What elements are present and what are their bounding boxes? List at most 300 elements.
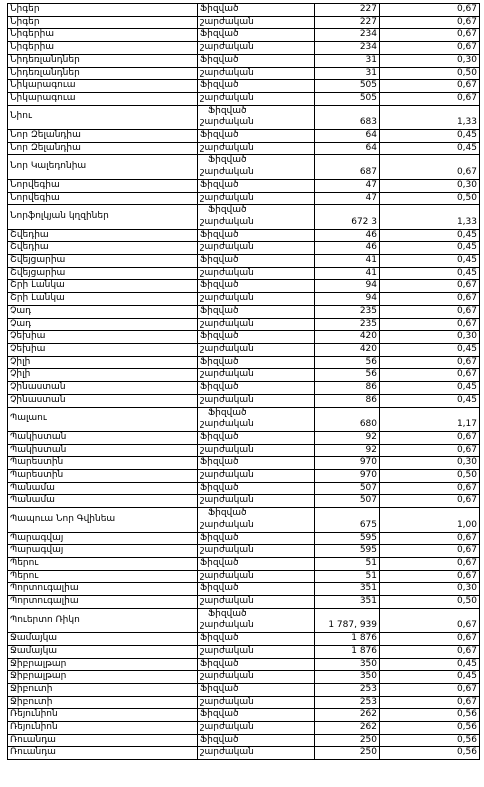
table-row xyxy=(8,482,480,495)
country-cell: Նիկարագուա xyxy=(8,92,198,105)
connection-type-cell xyxy=(198,369,315,382)
connection-type-label: Ֆիզված xyxy=(208,508,247,519)
country-cell: Չիլի xyxy=(8,369,198,382)
country-cell: Պանամա xyxy=(8,495,198,508)
code-cell: 235 xyxy=(315,305,380,318)
rate-cell: 0,30 xyxy=(380,179,480,192)
connection-type-label: շարժական xyxy=(200,671,254,682)
connection-type-label: Ֆիզված xyxy=(208,205,247,216)
table-row xyxy=(8,495,480,508)
table-row xyxy=(8,583,480,596)
table-row xyxy=(8,80,480,93)
rate-cell: 0,45 xyxy=(380,255,480,268)
connection-type-cell xyxy=(198,722,315,735)
connection-type-cell xyxy=(198,229,315,242)
connection-type-cell xyxy=(198,444,315,457)
table-row xyxy=(8,545,480,558)
connection-type-label: Ֆիզված xyxy=(208,608,247,619)
connection-type-cell xyxy=(198,293,315,306)
country-cell: Պարեստին xyxy=(8,457,198,470)
code-cell: 683 xyxy=(315,105,380,129)
table-row xyxy=(8,608,480,632)
code-cell: 595 xyxy=(315,532,380,545)
country-cell: Ռեյունիոն xyxy=(8,709,198,722)
country-cell: Նիգերիա xyxy=(8,29,198,42)
code-cell: 507 xyxy=(315,482,380,495)
rate-cell: 0,67 xyxy=(380,356,480,369)
rate-cell: 0,67 xyxy=(380,42,480,55)
country-cell: Նիկարագուա xyxy=(8,80,198,93)
connection-type-label: Ֆիզված xyxy=(200,431,239,442)
rate-cell: 0,67 xyxy=(380,696,480,709)
connection-type-label: Ֆիզված xyxy=(200,255,239,266)
code-cell: 351 xyxy=(315,583,380,596)
code-cell: 505 xyxy=(315,92,380,105)
country-cell: Նիգեր xyxy=(8,16,198,29)
connection-type-cell xyxy=(198,4,315,17)
connection-type-cell xyxy=(198,331,315,344)
code-cell: 31 xyxy=(315,54,380,67)
table-row xyxy=(8,570,480,583)
code-cell: 41 xyxy=(315,267,380,280)
connection-type-label: շարժական xyxy=(200,444,254,455)
table-row xyxy=(8,179,480,192)
connection-type-label: շարժական xyxy=(200,495,254,506)
table-row xyxy=(8,645,480,658)
rate-cell: 0,45 xyxy=(380,658,480,671)
connection-type-label: շարժական xyxy=(200,192,254,203)
code-cell: 1 876 xyxy=(315,633,380,646)
rate-cell: 0,30 xyxy=(380,583,480,596)
connection-type-label: շարժական xyxy=(200,570,254,581)
connection-type-label: Ֆիզված xyxy=(200,179,239,190)
table-row xyxy=(8,356,480,369)
connection-type-label: շարժական xyxy=(200,92,254,103)
table-row xyxy=(8,557,480,570)
table-row xyxy=(8,4,480,17)
country-cell: Շրի Լանկա xyxy=(8,280,198,293)
country-cell: Պարեստին xyxy=(8,470,198,483)
code-cell: 350 xyxy=(315,671,380,684)
country-cell: Նիդեռլանդներ xyxy=(8,54,198,67)
rate-cell: 0,67 xyxy=(380,29,480,42)
code-cell: 253 xyxy=(315,696,380,709)
rate-cell: 0,67 xyxy=(380,318,480,331)
connection-type-label: շարժական xyxy=(200,747,254,758)
connection-type-cell xyxy=(198,54,315,67)
connection-type-cell xyxy=(198,205,315,229)
table-row xyxy=(8,596,480,609)
country-cell: Չադ xyxy=(8,305,198,318)
code-cell: 46 xyxy=(315,229,380,242)
connection-type-cell xyxy=(198,671,315,684)
connection-type-cell xyxy=(198,532,315,545)
connection-type-label: Ֆիզված xyxy=(200,658,239,669)
connection-type-label: Ֆիզված xyxy=(200,80,239,91)
rate-cell: 1,33 xyxy=(380,105,480,129)
table-row xyxy=(8,671,480,684)
connection-type-label: շարժական xyxy=(200,596,254,607)
rate-cell: 1,17 xyxy=(380,407,480,431)
rate-cell: 0,30 xyxy=(380,54,480,67)
table-row xyxy=(8,229,480,242)
connection-type-label: շարժական xyxy=(200,545,254,556)
rate-cell: 0,67 xyxy=(380,557,480,570)
table-row xyxy=(8,532,480,545)
table-row xyxy=(8,42,480,55)
code-cell: 420 xyxy=(315,343,380,356)
connection-type-cell xyxy=(198,382,315,395)
connection-type-cell xyxy=(198,570,315,583)
code-cell: 227 xyxy=(315,4,380,17)
connection-type-cell xyxy=(198,683,315,696)
connection-type-cell xyxy=(198,658,315,671)
connection-type-cell xyxy=(198,318,315,331)
code-cell: 262 xyxy=(315,722,380,735)
country-cell: Նոր Կալեդոնիա xyxy=(8,155,198,179)
code-cell: 51 xyxy=(315,557,380,570)
country-cell: Պանամա xyxy=(8,482,198,495)
code-cell: 253 xyxy=(315,683,380,696)
connection-type-cell xyxy=(198,142,315,155)
country-cell: Պարագվայ xyxy=(8,532,198,545)
connection-type-label: Ֆիզված xyxy=(200,532,239,543)
country-cell: Պակիստան xyxy=(8,431,198,444)
connection-type-cell xyxy=(198,130,315,143)
connection-type-label: Ֆիզված xyxy=(200,29,239,40)
code-cell: 47 xyxy=(315,179,380,192)
connection-type-label: շարժական xyxy=(200,696,254,707)
table-row xyxy=(8,683,480,696)
rate-cell: 1,33 xyxy=(380,205,480,229)
rate-cell: 0,67 xyxy=(380,570,480,583)
rate-cell: 0,67 xyxy=(380,155,480,179)
connection-type-cell xyxy=(198,747,315,760)
rate-cell: 0,45 xyxy=(380,229,480,242)
connection-type-label: Ֆիզված xyxy=(200,457,239,468)
connection-type-label: շարժական xyxy=(200,419,254,430)
connection-type-cell xyxy=(198,557,315,570)
connection-type-label: Ֆիզված xyxy=(200,305,239,316)
connection-type-cell xyxy=(198,155,315,179)
rate-cell: 0,67 xyxy=(380,633,480,646)
code-cell: 680 xyxy=(315,407,380,431)
connection-type-label: շարժական xyxy=(200,216,254,227)
country-cell: Պուերտո Ռիկո xyxy=(8,608,198,632)
connection-type-cell xyxy=(198,508,315,532)
table-row xyxy=(8,696,480,709)
country-cell: Ռուանդա xyxy=(8,747,198,760)
connection-type-cell xyxy=(198,42,315,55)
table-row xyxy=(8,192,480,205)
table-row xyxy=(8,722,480,735)
table-row xyxy=(8,29,480,42)
rate-cell: 0,45 xyxy=(380,343,480,356)
connection-type-label: Ֆիզված xyxy=(200,356,239,367)
country-cell: Նորվեգիա xyxy=(8,192,198,205)
rate-cell: 1,00 xyxy=(380,508,480,532)
country-cell: Պերու xyxy=(8,557,198,570)
table-row xyxy=(8,255,480,268)
table-row xyxy=(8,205,480,229)
connection-type-cell xyxy=(198,482,315,495)
table-row xyxy=(8,747,480,760)
country-cell: Ջիբրալթար xyxy=(8,658,198,671)
tariff-table-container xyxy=(7,3,480,760)
code-cell: 92 xyxy=(315,431,380,444)
connection-type-cell xyxy=(198,407,315,431)
connection-type-cell xyxy=(198,431,315,444)
rate-cell: 0,45 xyxy=(380,242,480,255)
country-cell: Չիլի xyxy=(8,356,198,369)
code-cell: 86 xyxy=(315,382,380,395)
connection-type-cell xyxy=(198,16,315,29)
code-cell: 94 xyxy=(315,280,380,293)
connection-type-label: շարժական xyxy=(200,645,254,656)
country-cell: Նիու xyxy=(8,105,198,129)
country-cell: Նիդեռլանդներ xyxy=(8,67,198,80)
rate-cell: 0,67 xyxy=(380,444,480,457)
rate-cell: 0,67 xyxy=(380,608,480,632)
code-cell: 250 xyxy=(315,734,380,747)
code-cell: 1 787, 939 xyxy=(315,608,380,632)
table-row xyxy=(8,67,480,80)
code-cell: 51 xyxy=(315,570,380,583)
connection-type-label: Ֆիզված xyxy=(200,331,239,342)
rate-cell: 0,67 xyxy=(380,645,480,658)
code-cell: 420 xyxy=(315,331,380,344)
rate-cell: 0,56 xyxy=(380,747,480,760)
country-cell: Շվեդիա xyxy=(8,229,198,242)
connection-type-cell xyxy=(198,457,315,470)
country-cell: Ջամայկա xyxy=(8,645,198,658)
code-cell: 46 xyxy=(315,242,380,255)
connection-type-label: Ֆիզված xyxy=(200,734,239,745)
connection-type-cell xyxy=(198,645,315,658)
connection-type-label: շարժական xyxy=(200,343,254,354)
rate-cell: 0,67 xyxy=(380,532,480,545)
table-row xyxy=(8,734,480,747)
rate-cell: 0,67 xyxy=(380,482,480,495)
table-row xyxy=(8,155,480,179)
country-cell: Չինաստան xyxy=(8,394,198,407)
rate-cell: 0,56 xyxy=(380,722,480,735)
connection-type-cell xyxy=(198,709,315,722)
connection-type-cell xyxy=(198,192,315,205)
connection-type-label: Ֆիզված xyxy=(200,4,239,14)
rate-cell: 0,50 xyxy=(380,596,480,609)
connection-type-label: շարժական xyxy=(200,67,254,78)
connection-type-cell xyxy=(198,495,315,508)
table-row xyxy=(8,709,480,722)
code-cell: 507 xyxy=(315,495,380,508)
connection-type-cell xyxy=(198,92,315,105)
connection-type-cell xyxy=(198,696,315,709)
country-cell: Ռեյունիոն xyxy=(8,722,198,735)
table-row xyxy=(8,293,480,306)
rate-cell: 0,45 xyxy=(380,130,480,143)
table-row xyxy=(8,444,480,457)
rate-cell: 0,67 xyxy=(380,369,480,382)
connection-type-cell xyxy=(198,356,315,369)
country-cell: Շվեյցարիա xyxy=(8,255,198,268)
code-cell: 234 xyxy=(315,29,380,42)
code-cell: 64 xyxy=(315,130,380,143)
connection-type-cell xyxy=(198,67,315,80)
rate-cell: 0,30 xyxy=(380,457,480,470)
country-cell: Ջամայկա xyxy=(8,633,198,646)
connection-type-cell xyxy=(198,280,315,293)
table-row xyxy=(8,267,480,280)
table-row xyxy=(8,633,480,646)
connection-type-label: Ֆիզված xyxy=(200,633,239,644)
table-row xyxy=(8,305,480,318)
connection-type-label: շարժական xyxy=(200,722,254,733)
table-row xyxy=(8,431,480,444)
country-cell: Շրի Լանկա xyxy=(8,293,198,306)
connection-type-cell xyxy=(198,470,315,483)
country-cell: Շվեյցարիա xyxy=(8,267,198,280)
table-row xyxy=(8,130,480,143)
connection-type-cell xyxy=(198,343,315,356)
country-cell: Ջիբուտի xyxy=(8,683,198,696)
code-cell: 31 xyxy=(315,67,380,80)
connection-type-label: շարժական xyxy=(200,117,254,128)
code-cell: 970 xyxy=(315,457,380,470)
connection-type-label: Ֆիզված xyxy=(200,130,239,141)
connection-type-label: շարժական xyxy=(200,470,254,481)
code-cell: 94 xyxy=(315,293,380,306)
country-cell: Նոր Զելանդիա xyxy=(8,142,198,155)
code-cell: 1 876 xyxy=(315,645,380,658)
connection-type-label: շարժական xyxy=(200,242,254,253)
table-row xyxy=(8,407,480,431)
country-cell: Ջիբրալթար xyxy=(8,671,198,684)
table-row xyxy=(8,280,480,293)
connection-type-label: շարժական xyxy=(200,394,254,405)
code-cell: 505 xyxy=(315,80,380,93)
connection-type-cell xyxy=(198,545,315,558)
connection-type-cell xyxy=(198,267,315,280)
rate-cell: 0,45 xyxy=(380,671,480,684)
connection-type-label: Ֆիզված xyxy=(200,229,239,240)
country-cell: Պակիստան xyxy=(8,444,198,457)
connection-type-label: շարժական xyxy=(200,167,254,178)
table-row xyxy=(8,318,480,331)
rate-cell: 0,67 xyxy=(380,280,480,293)
table-row xyxy=(8,382,480,395)
rate-cell: 0,67 xyxy=(380,545,480,558)
connection-type-cell xyxy=(198,394,315,407)
country-cell: Պալաու xyxy=(8,407,198,431)
country-cell: Ռուանդա xyxy=(8,734,198,747)
country-cell: Նորվեգիա xyxy=(8,179,198,192)
table-row xyxy=(8,394,480,407)
table-row xyxy=(8,343,480,356)
rate-cell: 0,67 xyxy=(380,80,480,93)
code-cell: 56 xyxy=(315,369,380,382)
tariff-table-body xyxy=(8,4,480,760)
connection-type-label: Ֆիզված xyxy=(200,557,239,568)
rate-cell: 0,45 xyxy=(380,394,480,407)
connection-type-label: շարժական xyxy=(200,267,254,278)
country-cell: Պարագվայ xyxy=(8,545,198,558)
code-cell: 262 xyxy=(315,709,380,722)
code-cell: 350 xyxy=(315,658,380,671)
rate-cell: 0,30 xyxy=(380,331,480,344)
rate-cell: 0,67 xyxy=(380,683,480,696)
country-cell: Նիգերիա xyxy=(8,42,198,55)
table-row xyxy=(8,470,480,483)
table-row xyxy=(8,16,480,29)
country-cell: Չադ xyxy=(8,318,198,331)
country-cell: Նորֆոլկյան կղզիներ xyxy=(8,205,198,229)
code-cell: 351 xyxy=(315,596,380,609)
connection-type-label: Ֆիզված xyxy=(200,709,239,720)
code-cell: 234 xyxy=(315,42,380,55)
connection-type-label: շարժական xyxy=(200,369,254,380)
rate-cell: 0,67 xyxy=(380,4,480,17)
table-row xyxy=(8,658,480,671)
connection-type-cell xyxy=(198,608,315,632)
rate-cell: 0,56 xyxy=(380,734,480,747)
rate-cell: 0,67 xyxy=(380,431,480,444)
connection-type-cell xyxy=(198,305,315,318)
code-cell: 687 xyxy=(315,155,380,179)
table-row xyxy=(8,331,480,344)
connection-type-cell xyxy=(198,596,315,609)
connection-type-label: Ֆիզված xyxy=(200,54,239,65)
table-row xyxy=(8,92,480,105)
connection-type-label: Ֆիզված xyxy=(200,583,239,594)
code-cell: 56 xyxy=(315,356,380,369)
table-row xyxy=(8,508,480,532)
connection-type-label: շարժական xyxy=(200,16,254,27)
connection-type-cell xyxy=(198,583,315,596)
connection-type-label: շարժական xyxy=(200,318,254,329)
connection-type-label: շարժական xyxy=(200,293,254,304)
rate-cell: 0,50 xyxy=(380,67,480,80)
code-cell: 675 xyxy=(315,508,380,532)
country-cell: Պերու xyxy=(8,570,198,583)
connection-type-label: շարժական xyxy=(200,42,254,53)
rate-cell: 0,56 xyxy=(380,709,480,722)
code-cell: 227 xyxy=(315,16,380,29)
tariff-table xyxy=(7,3,480,760)
code-cell: 47 xyxy=(315,192,380,205)
connection-type-label: Ֆիզված xyxy=(208,105,247,116)
connection-type-cell xyxy=(198,179,315,192)
connection-type-cell xyxy=(198,633,315,646)
table-row xyxy=(8,142,480,155)
country-cell: Պորտուգալիա xyxy=(8,583,198,596)
code-cell: 250 xyxy=(315,747,380,760)
country-cell: Չեխիա xyxy=(8,343,198,356)
rate-cell: 0,67 xyxy=(380,305,480,318)
connection-type-cell xyxy=(198,105,315,129)
connection-type-label: շարժական xyxy=(200,142,254,153)
connection-type-label: Ֆիզված xyxy=(200,280,239,291)
code-cell: 595 xyxy=(315,545,380,558)
connection-type-label: Ֆիզված xyxy=(208,155,247,166)
table-row xyxy=(8,457,480,470)
rate-cell: 0,67 xyxy=(380,16,480,29)
country-cell: Չեխիա xyxy=(8,331,198,344)
rate-cell: 0,45 xyxy=(380,382,480,395)
country-cell: Չինաստան xyxy=(8,382,198,395)
rate-cell: 0,50 xyxy=(380,192,480,205)
country-cell: Նիգեր xyxy=(8,4,198,17)
